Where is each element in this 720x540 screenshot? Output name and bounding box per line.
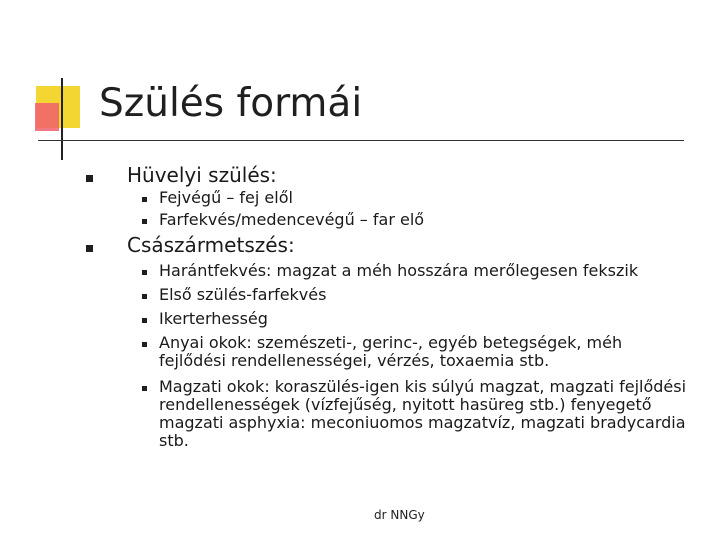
section-heading-vaginal-birth: Hüvelyi szülés: bbox=[127, 163, 277, 187]
slide-title: Szülés formái bbox=[99, 81, 363, 126]
list-item: Harántfekvés: magzat a méh hosszára merőlegesen fekszik bbox=[159, 261, 639, 280]
bullet-square-icon bbox=[86, 245, 93, 252]
list-item: Ikerterhesség bbox=[159, 309, 268, 328]
title-decoration-vertical-line bbox=[61, 78, 63, 160]
list-item: Magzati okok: koraszülés-igen kis súlyú magzat, magzati fejlődési rendellenességek (vízfejűség, nyitott hasüreg stb.) fenyegető magzati asphyxia: meconiuomos magzatvíz, magzati bradycardia stb. bbox=[159, 377, 687, 450]
bullet-square-icon bbox=[142, 197, 147, 202]
bullet-square-icon bbox=[142, 342, 147, 347]
bullet-square-icon bbox=[142, 270, 147, 275]
bullet-square-icon bbox=[86, 175, 93, 182]
footer-author: dr NNGy bbox=[374, 508, 425, 522]
list-item: Farfekvés/medencevégű – far elő bbox=[159, 210, 425, 229]
bullet-square-icon bbox=[142, 386, 147, 391]
title-decoration-red-square bbox=[35, 103, 59, 131]
title-divider-line bbox=[38, 140, 684, 141]
list-item: Első szülés-farfekvés bbox=[159, 285, 327, 304]
list-item: Anyai okok: szemészeti-, gerinc-, egyéb betegségek, méh fejlődési rendellenességei, vérzés, toxaemia stb. bbox=[159, 333, 623, 370]
bullet-square-icon bbox=[142, 318, 147, 323]
bullet-square-icon bbox=[142, 294, 147, 299]
list-item: Fejvégű – fej elől bbox=[159, 188, 293, 207]
section-heading-caesarean: Császármetszés: bbox=[127, 233, 295, 257]
bullet-square-icon bbox=[142, 219, 147, 224]
